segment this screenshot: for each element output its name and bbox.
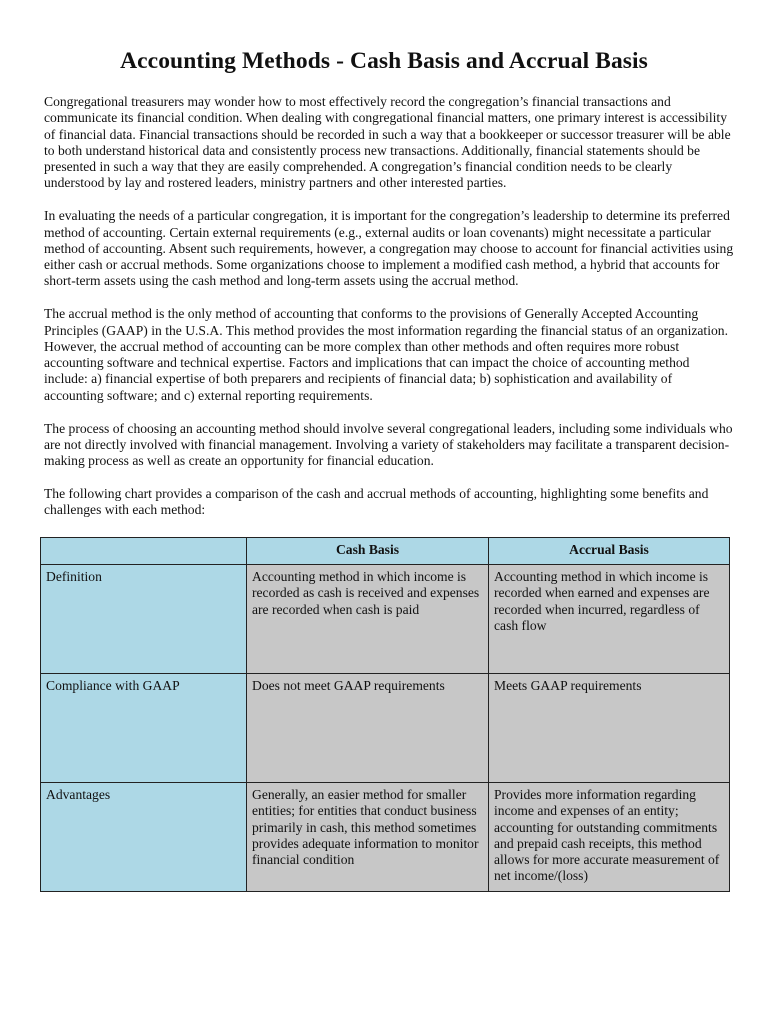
cell-accrual-definition: Accounting method in which income is recorded when earned and expenses are recorded when incurred, regardless of cash flow — [489, 565, 730, 674]
body-text — [44, 94, 734, 535]
table-row — [41, 674, 730, 783]
cell-cash-advantages: Generally, an easier method for smaller entities; for entities that conduct business primarily in cash, this method sometimes provides adequate information to monitor financial condition — [247, 783, 489, 892]
row-label-advantages: Advantages — [41, 783, 247, 892]
header-empty — [41, 538, 247, 565]
paragraph-choosing-process: The process of choosing an accounting method should involve several congregational leaders, including some individuals who are not directly involved with financial management. Involving a variety of stakeholders may facilitate a transparent decision-making process as well as create an opportunity for financial education. — [44, 420, 733, 469]
header-accrual-basis: Accrual Basis — [489, 538, 730, 565]
cell-accrual-advantages: Provides more information regarding income and expenses of an entity; accounting for outstanding commitments and prepaid cash receipts, this method allows for more accurate measurement of net income/(loss) — [489, 783, 730, 892]
table-header-row — [41, 538, 730, 565]
header-cash-basis: Cash Basis — [247, 538, 489, 565]
paragraph-intro: Congregational treasurers may wonder how to most effectively record the congregation’s financial transactions and communicate its financial condition. When dealing with congregational financial matters, one primary interest is accessibility of financial data. Financial transactions should be recorded in such a way that a bookkeeper or successor treasurer will be able to both understand historical data and consistently process new transactions. Additionally, financial statements should be presented in such a way that they are easily comprehended. A congregation’s financial condition needs to be clearly understood by lay and rostered leaders, ministry partners and other interested parties. — [44, 94, 731, 191]
paragraph-chart-intro: The following chart provides a comparison of the cash and accrual methods of accounting, highlighting some benefits and challenges with each method: — [44, 485, 709, 518]
paragraph-evaluating: In evaluating the needs of a particular congregation, it is important for the congregation’s leadership to determine its preferred method of accounting. Certain external requirements (e.g., external audits or loan covenants) might necessitate a particular method of accounting. Absent such requirements, however, a congregation may choose to account for financial activities using either cash or accrual methods. Some organizations choose to implement a modified cash method, a hybrid that accounts for short-term assets using the cash method and long-term assets using the accrual method. — [44, 208, 734, 289]
table-row — [41, 565, 730, 674]
comparison-table — [40, 537, 730, 892]
page-title: Accounting Methods - Cash Basis and Accrual Basis — [120, 48, 648, 74]
cell-cash-gaap: Does not meet GAAP requirements — [247, 674, 489, 783]
row-label-definition: Definition — [41, 565, 247, 674]
paragraph-accrual-method: The accrual method is the only method of accounting that conforms to the provisions of Generally Accepted Accounting Principles (GAAP) in the U.S.A. This method provides the most information regarding the financial status of an organization. However, the accrual method of accounting can be more complex than other methods and often requires more robust accounting software and technical expertise. Factors and implications that can impact the choice of accounting method include: a) financial expertise of both preparers and recipients of financial data; b) sophistication and availability of accounting software; and c) external reporting requirements. — [44, 306, 728, 403]
cell-accrual-gaap: Meets GAAP requirements — [489, 674, 730, 783]
table-row — [41, 783, 730, 892]
row-label-gaap: Compliance with GAAP — [41, 674, 247, 783]
cell-cash-definition: Accounting method in which income is recorded as cash is received and expenses are recorded when cash is paid — [247, 565, 489, 674]
